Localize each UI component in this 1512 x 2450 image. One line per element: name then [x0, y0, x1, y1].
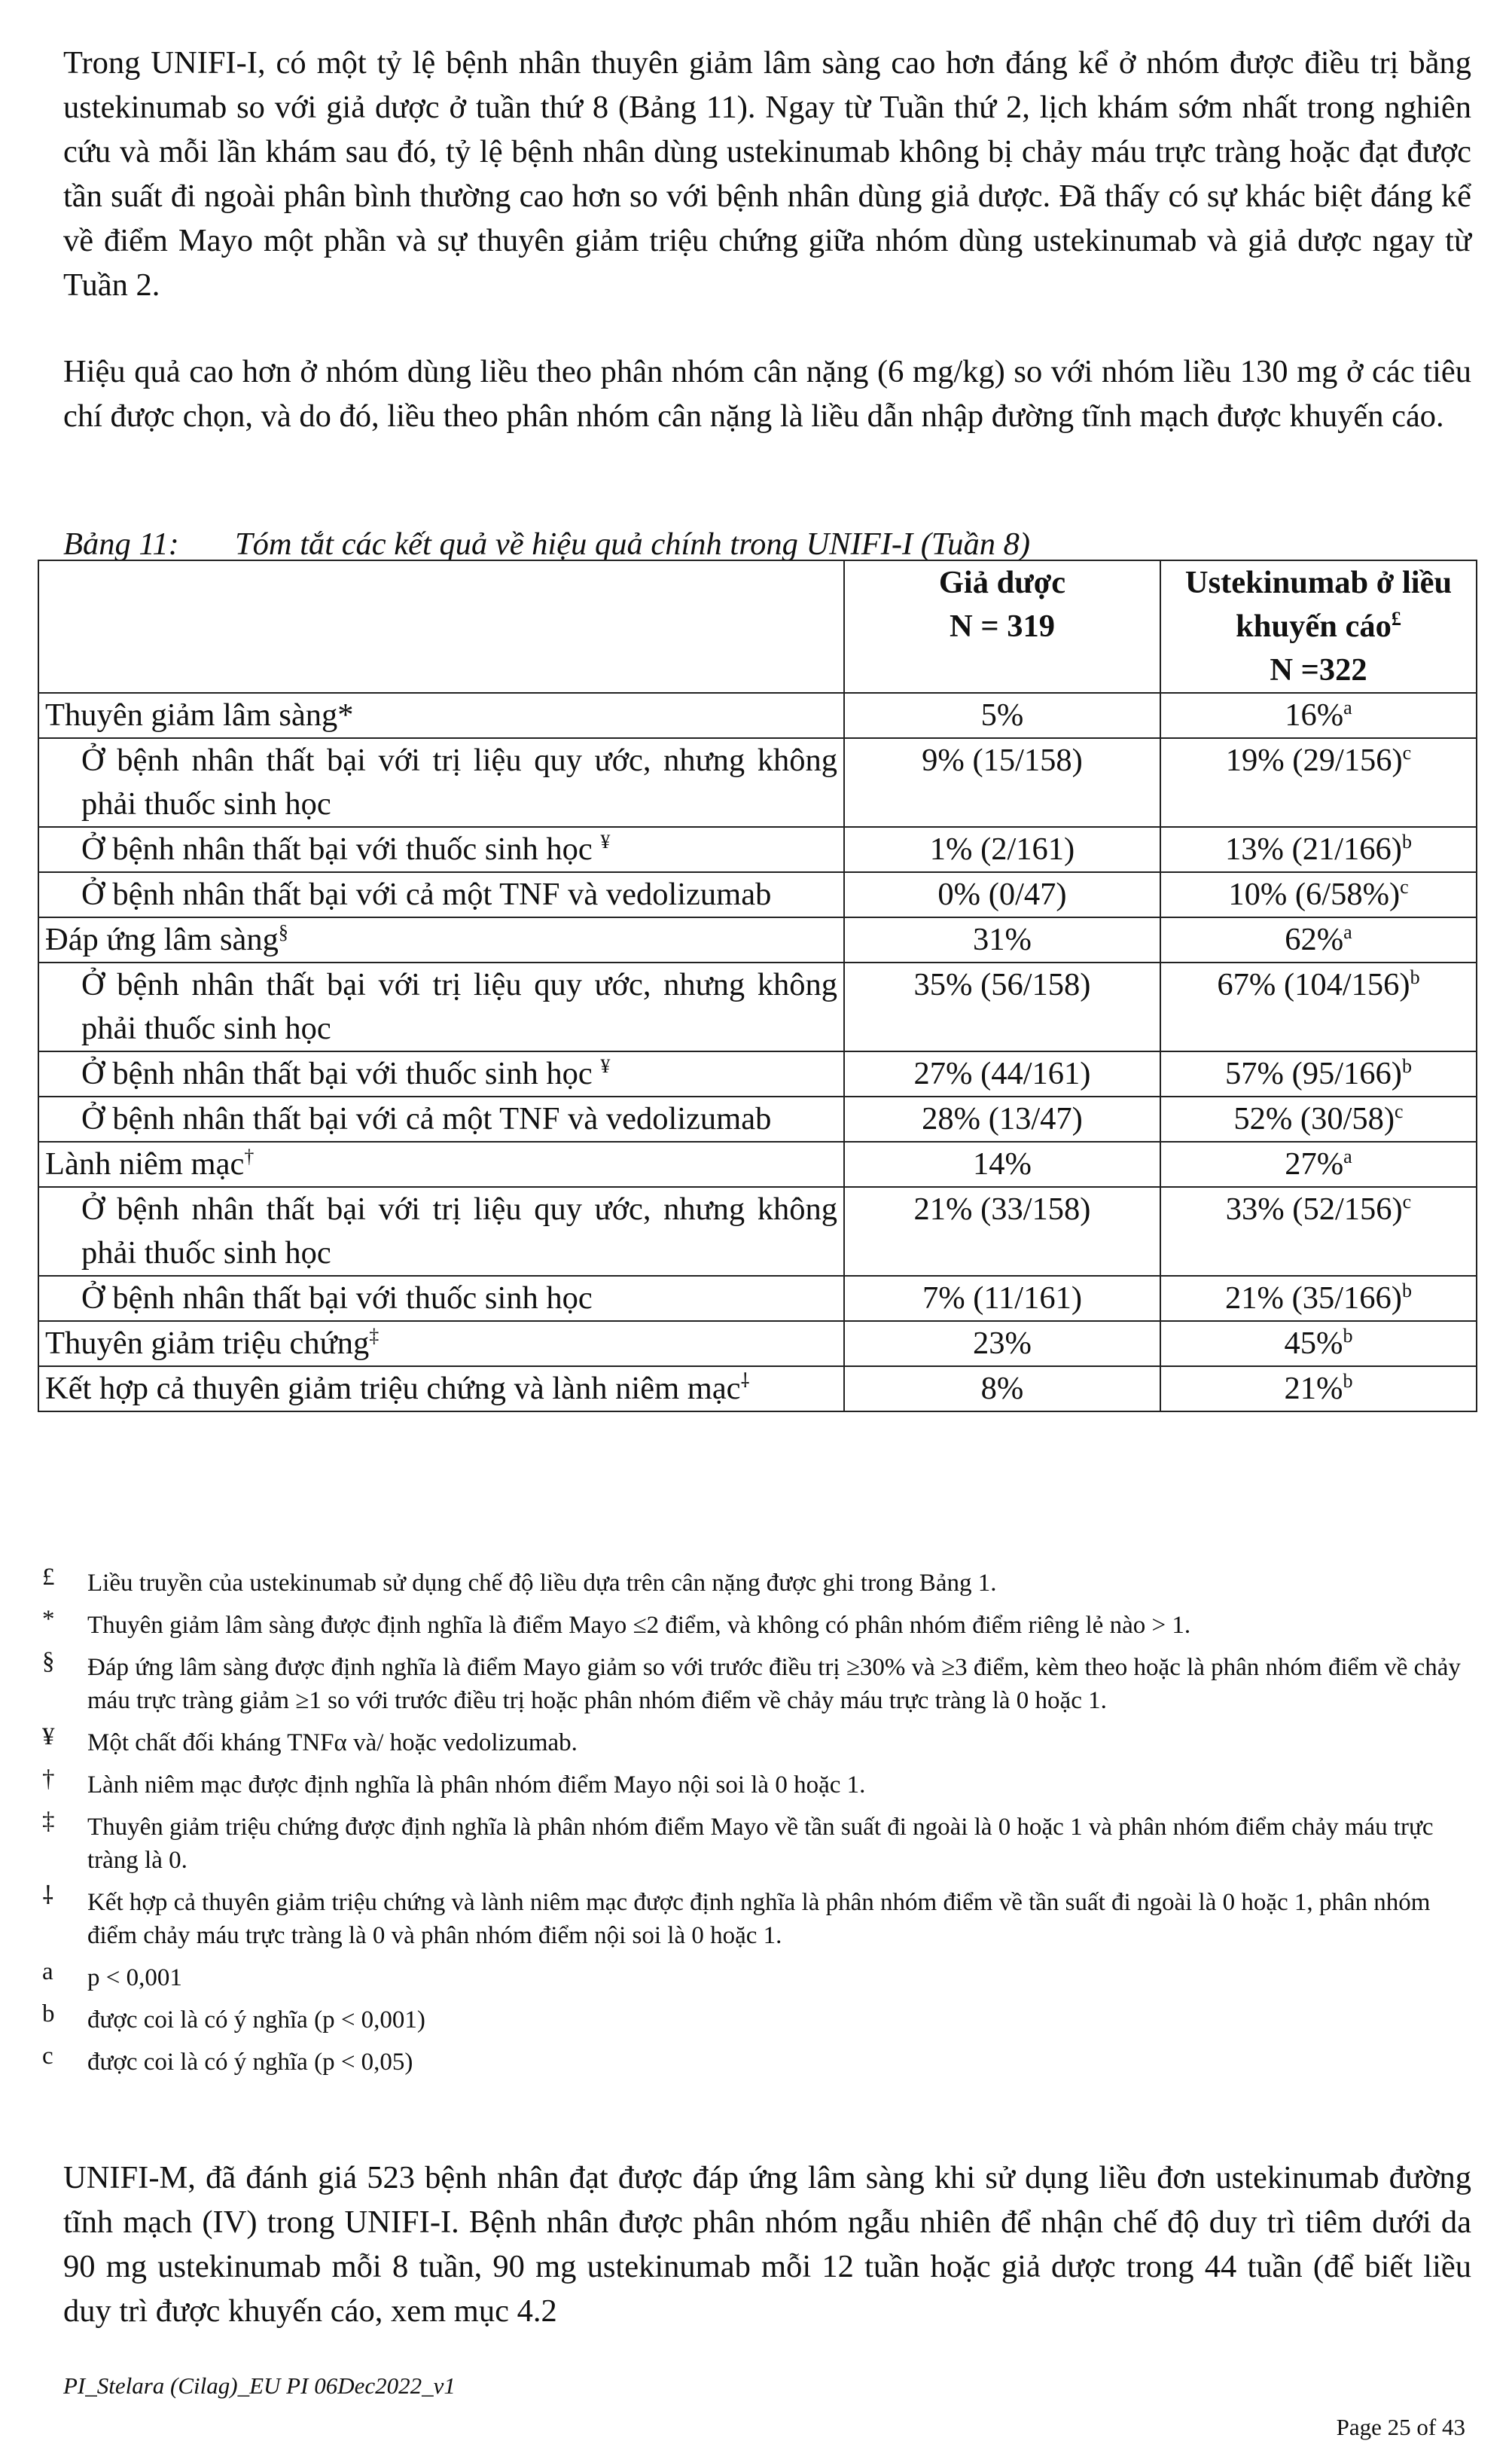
row-label-text: Đáp ứng lâm sàng — [45, 922, 279, 957]
footnote-symbol: § — [42, 1648, 55, 1675]
placebo-value: 7% (11/161) — [844, 1276, 1160, 1321]
significance-mark: b — [1410, 966, 1420, 988]
ustekinumab-value-text: 16% — [1285, 697, 1344, 733]
table-row — [38, 827, 1477, 872]
placebo-value: 5% — [844, 693, 1160, 738]
row-subgroup-label — [38, 1276, 844, 1321]
row-subgroup-label — [38, 1187, 844, 1276]
ustekinumab-value-text: 21% (35/166) — [1225, 1280, 1402, 1316]
table-header-row — [38, 560, 1477, 693]
ustekinumab-value-text: 10% (6/58%) — [1228, 877, 1401, 912]
ustekinumab-value-text: 57% (95/166) — [1225, 1056, 1402, 1091]
significance-mark: a — [1343, 921, 1352, 943]
significance-mark: b — [1343, 1370, 1353, 1392]
ustekinumab-value — [1160, 1276, 1477, 1321]
footnote-text: Thuyên giảm triệu chứng được định nghĩa là phân nhóm điểm Mayo về tần suất đi ngoài là 0 hoặc 1 và phân nhóm điểm chảy máu trực tràng là 0. — [87, 1814, 1434, 1874]
row-endpoint-label — [38, 693, 844, 738]
row-label-text: Ở bệnh nhân thất bại với trị liệu quy ước, nhưng không phải thuốc sinh học — [81, 1191, 837, 1271]
footnote — [42, 1564, 1473, 1600]
ustekinumab-value — [1160, 738, 1477, 827]
footnote-text: được coi là có ý nghĩa (p < 0,05) — [87, 2049, 413, 2076]
placebo-value: 27% (44/161) — [844, 1051, 1160, 1097]
row-subgroup-label — [38, 827, 844, 872]
table-row — [38, 1321, 1477, 1366]
significance-mark: b — [1401, 1055, 1412, 1077]
header-ustekinumab-dose-text: khuyến cáo — [1236, 609, 1392, 644]
row-label-text: Ở bệnh nhân thất bại với trị liệu quy ước, nhưng không phải thuốc sinh học — [81, 967, 837, 1046]
table-row — [38, 1276, 1477, 1321]
ustekinumab-value — [1160, 1187, 1477, 1276]
ustekinumab-value-text: 33% (52/156) — [1225, 1191, 1403, 1227]
footnote-symbol: b — [42, 2000, 55, 2027]
row-subgroup-label — [38, 872, 844, 917]
placebo-value: 14% — [844, 1142, 1160, 1187]
row-label-text: Thuyên giảm lâm sàng* — [45, 697, 354, 733]
table-row — [38, 1366, 1477, 1411]
table-row — [38, 917, 1477, 963]
row-subgroup-label — [38, 1051, 844, 1097]
ustekinumab-value-text: 52% (30/58) — [1233, 1101, 1395, 1137]
row-endpoint-label — [38, 1366, 844, 1411]
footnote-text: Đáp ứng lâm sàng được định nghĩa là điểm Mayo giảm so với trước điều trị ≥30% và ≥3 điểm, kèm theo hoặc là phân nhóm điểm về chảy máu trực tràng giảm ≥1 so với trước điều trị hoặc phân nhóm điểm về chảy máu trực tràng là 0 hoặc 1. — [87, 1654, 1461, 1714]
placebo-value: 35% (56/158) — [844, 963, 1160, 1051]
ustekinumab-value — [1160, 872, 1477, 917]
footnote — [42, 1648, 1473, 1717]
row-label-footnote-mark: † — [244, 1146, 255, 1167]
footnote-text: p < 0,001 — [87, 1964, 182, 1991]
paragraph-dose-efficacy: Hiệu quả cao hơn ở nhóm dùng liều theo phân nhóm cân nặng (6 mg/kg) so với nhóm liều 130 mg ở các tiêu chí được chọn, và do đó, liều theo phân nhóm cân nặng là liều dẫn nhập đường tĩnh mạch được khuyến cáo. — [63, 354, 1471, 434]
significance-mark: c — [1402, 742, 1412, 764]
header-ustekinumab-label: Ustekinumab ở liều — [1184, 565, 1453, 600]
footnote-text: được coi là có ý nghĩa (p < 0,001) — [87, 2006, 425, 2034]
ustekinumab-value — [1160, 917, 1477, 963]
footnote-symbol: a — [42, 1958, 53, 1985]
table-row — [38, 963, 1477, 1051]
efficacy-results-table — [38, 560, 1477, 1412]
ustekinumab-value — [1160, 1366, 1477, 1411]
footnote-text: Lành niêm mạc được định nghĩa là phân nhóm điểm Mayo nội soi là 0 hoặc 1. — [87, 1771, 866, 1799]
row-label-text: Thuyên giảm triệu chứng — [45, 1326, 370, 1361]
footnote-text: Thuyên giảm lâm sàng được định nghĩa là điểm Mayo ≤2 điểm, và không có phân nhóm điểm riêng lẻ nào > 1. — [87, 1612, 1191, 1639]
row-label-footnote-mark: ‡ — [369, 1325, 380, 1347]
footnote — [42, 1606, 1473, 1642]
row-label-text: Kết hợp cả thuyên giảm triệu chứng và lành niêm mạc — [45, 1371, 741, 1406]
footnotes — [42, 1564, 1473, 2088]
ustekinumab-value-text: 45% — [1284, 1326, 1343, 1361]
row-label-footnote-mark: ¥ — [600, 1055, 611, 1077]
table-row — [38, 1187, 1477, 1276]
placebo-value: 1% (2/161) — [844, 827, 1160, 872]
ustekinumab-value — [1160, 1321, 1477, 1366]
ustekinumab-value-text: 27% — [1285, 1146, 1344, 1182]
ustekinumab-value-text: 19% (29/156) — [1225, 743, 1403, 778]
header-ustekinumab-n: N =322 — [1270, 652, 1367, 688]
ustekinumab-value-text: 62% — [1285, 922, 1344, 957]
header-footnote-mark: £ — [1391, 608, 1401, 630]
row-label-footnote-mark: ¥ — [600, 831, 611, 853]
footnote-symbol: ⸸ — [42, 1883, 54, 1910]
placebo-value: 23% — [844, 1321, 1160, 1366]
footnote-symbol: ¥ — [42, 1723, 55, 1750]
row-endpoint-label — [38, 1142, 844, 1187]
footnote — [42, 2000, 1473, 2037]
header-placebo — [844, 560, 1160, 693]
placebo-value: 31% — [844, 917, 1160, 963]
table-caption-title: Tóm tắt các kết quả về hiệu quả chính trong UNIFI-I (Tuần 8) — [235, 526, 1031, 562]
footnote — [42, 1808, 1473, 1877]
table-caption — [63, 526, 1030, 563]
row-subgroup-label — [38, 738, 844, 827]
row-subgroup-label — [38, 1097, 844, 1142]
ustekinumab-value — [1160, 1142, 1477, 1187]
significance-mark: c — [1400, 876, 1409, 898]
paragraph-unifi-i-results: Trong UNIFI-I, có một tỷ lệ bệnh nhân thuyên giảm lâm sàng cao hơn đáng kể ở nhóm được điều trị bằng ustekinumab so với giả dược ở tuần thứ 8 (Bảng 11). Ngay từ Tuần thứ 2, lịch khám sớm nhất trong nghiên cứu và mỗi lần khám sau đó, tỷ lệ bệnh nhân dùng ustekinumab không bị chảy máu trực tràng hoặc đạt được tần suất đi ngoài phân bình thường cao hơn so với bệnh nhân dùng giả dược. Đã thấy có sự khác biệt đáng kể về điểm Mayo một phần và sự thuyên giảm triệu chứng giữa nhóm dùng ustekinumab và giả dược ngay từ Tuần 2. — [63, 45, 1471, 303]
footnote-symbol: £ — [42, 1564, 55, 1591]
footnote-text: Một chất đối kháng TNFα và/ hoặc vedolizumab. — [87, 1729, 578, 1756]
footer-document-id: PI_Stelara (Cilag)_EU PI 06Dec2022_v1 — [63, 2372, 456, 2399]
header-placebo-n: N = 319 — [950, 609, 1055, 644]
table-row — [38, 872, 1477, 917]
significance-mark: b — [1401, 831, 1412, 853]
ustekinumab-value — [1160, 1051, 1477, 1097]
ustekinumab-value — [1160, 1097, 1477, 1142]
significance-mark: a — [1343, 697, 1352, 719]
row-endpoint-label — [38, 1321, 844, 1366]
paragraph-unifi-m: UNIFI-M, đã đánh giá 523 bệnh nhân đạt được đáp ứng lâm sàng khi sử dụng liều đơn ustekinumab đường tĩnh mạch (IV) trong UNIFI-I. Bệnh nhân được phân nhóm ngẫu nhiên để nhận chế độ duy trì tiêm dưới da 90 mg ustekinumab mỗi 8 tuần, 90 mg ustekinumab mỗi 12 tuần hoặc giả dược trong 44 tuần (để biết liều duy trì được khuyến cáo, xem mục 4.2 — [63, 2160, 1471, 2329]
header-placebo-label: Giả dược — [938, 565, 1066, 600]
ustekinumab-value-text: 67% (104/156) — [1217, 967, 1410, 1002]
row-label-text: Ở bệnh nhân thất bại với thuốc sinh học — [81, 831, 601, 867]
table-row — [38, 1097, 1477, 1142]
table-caption-number: Bảng 11: — [63, 526, 179, 562]
footnote-text: Kết hợp cả thuyên giảm triệu chứng và lành niêm mạc được định nghĩa là phân nhóm điểm về tần suất đi ngoài là 0 hoặc 1, phân nhóm điểm chảy máu trực tràng là 0 và phân nhóm điểm nội soi là 0 hoặc 1. — [87, 1889, 1431, 1949]
ustekinumab-value — [1160, 963, 1477, 1051]
row-label-text: Lành niêm mạc — [45, 1146, 245, 1182]
footnote — [42, 1723, 1473, 1759]
significance-mark: c — [1395, 1100, 1404, 1122]
footnote-symbol: † — [42, 1765, 55, 1792]
row-endpoint-label — [38, 917, 844, 963]
footnote-symbol: ‡ — [42, 1808, 55, 1835]
placebo-value: 28% (13/47) — [844, 1097, 1160, 1142]
row-label-footnote-mark: § — [278, 921, 288, 943]
row-subgroup-label — [38, 963, 844, 1051]
ustekinumab-value — [1160, 693, 1477, 738]
row-label-text: Ở bệnh nhân thất bại với thuốc sinh học — [81, 1280, 593, 1316]
header-ustekinumab — [1160, 560, 1477, 693]
row-label-footnote-mark: ⸸ — [740, 1370, 750, 1392]
placebo-value: 8% — [844, 1366, 1160, 1411]
table-row — [38, 738, 1477, 827]
footnote-symbol: * — [42, 1606, 55, 1633]
row-label-text: Ở bệnh nhân thất bại với thuốc sinh học — [81, 1056, 601, 1091]
placebo-value: 0% (0/47) — [844, 872, 1160, 917]
significance-mark: b — [1343, 1325, 1353, 1347]
footnote — [42, 2043, 1473, 2079]
footnote-text: Liều truyền của ustekinumab sử dụng chế độ liều dựa trên cân nặng được ghi trong Bảng 1. — [87, 1570, 997, 1597]
significance-mark: a — [1343, 1146, 1352, 1167]
row-label-text: Ở bệnh nhân thất bại với cả một TNF và vedolizumab — [81, 1101, 772, 1137]
row-label-text: Ở bệnh nhân thất bại với trị liệu quy ước, nhưng không phải thuốc sinh học — [81, 743, 837, 822]
ustekinumab-value — [1160, 827, 1477, 872]
footnote-symbol: c — [42, 2043, 53, 2070]
footnote — [42, 1883, 1473, 1952]
footnote — [42, 1765, 1473, 1802]
table-row — [38, 1051, 1477, 1097]
table-row — [38, 693, 1477, 738]
header-empty-cell — [38, 560, 844, 693]
significance-mark: b — [1401, 1280, 1412, 1301]
significance-mark: c — [1402, 1191, 1412, 1213]
placebo-value: 21% (33/158) — [844, 1187, 1160, 1276]
ustekinumab-value-text: 21% — [1284, 1371, 1343, 1406]
ustekinumab-value-text: 13% (21/166) — [1225, 831, 1402, 867]
placebo-value: 9% (15/158) — [844, 738, 1160, 827]
row-label-text: Ở bệnh nhân thất bại với cả một TNF và vedolizumab — [81, 877, 772, 912]
footer-page-number: Page 25 of 43 — [1336, 2414, 1465, 2440]
header-ustekinumab-dose — [1167, 605, 1470, 648]
footnote — [42, 1958, 1473, 1994]
table-row — [38, 1142, 1477, 1187]
